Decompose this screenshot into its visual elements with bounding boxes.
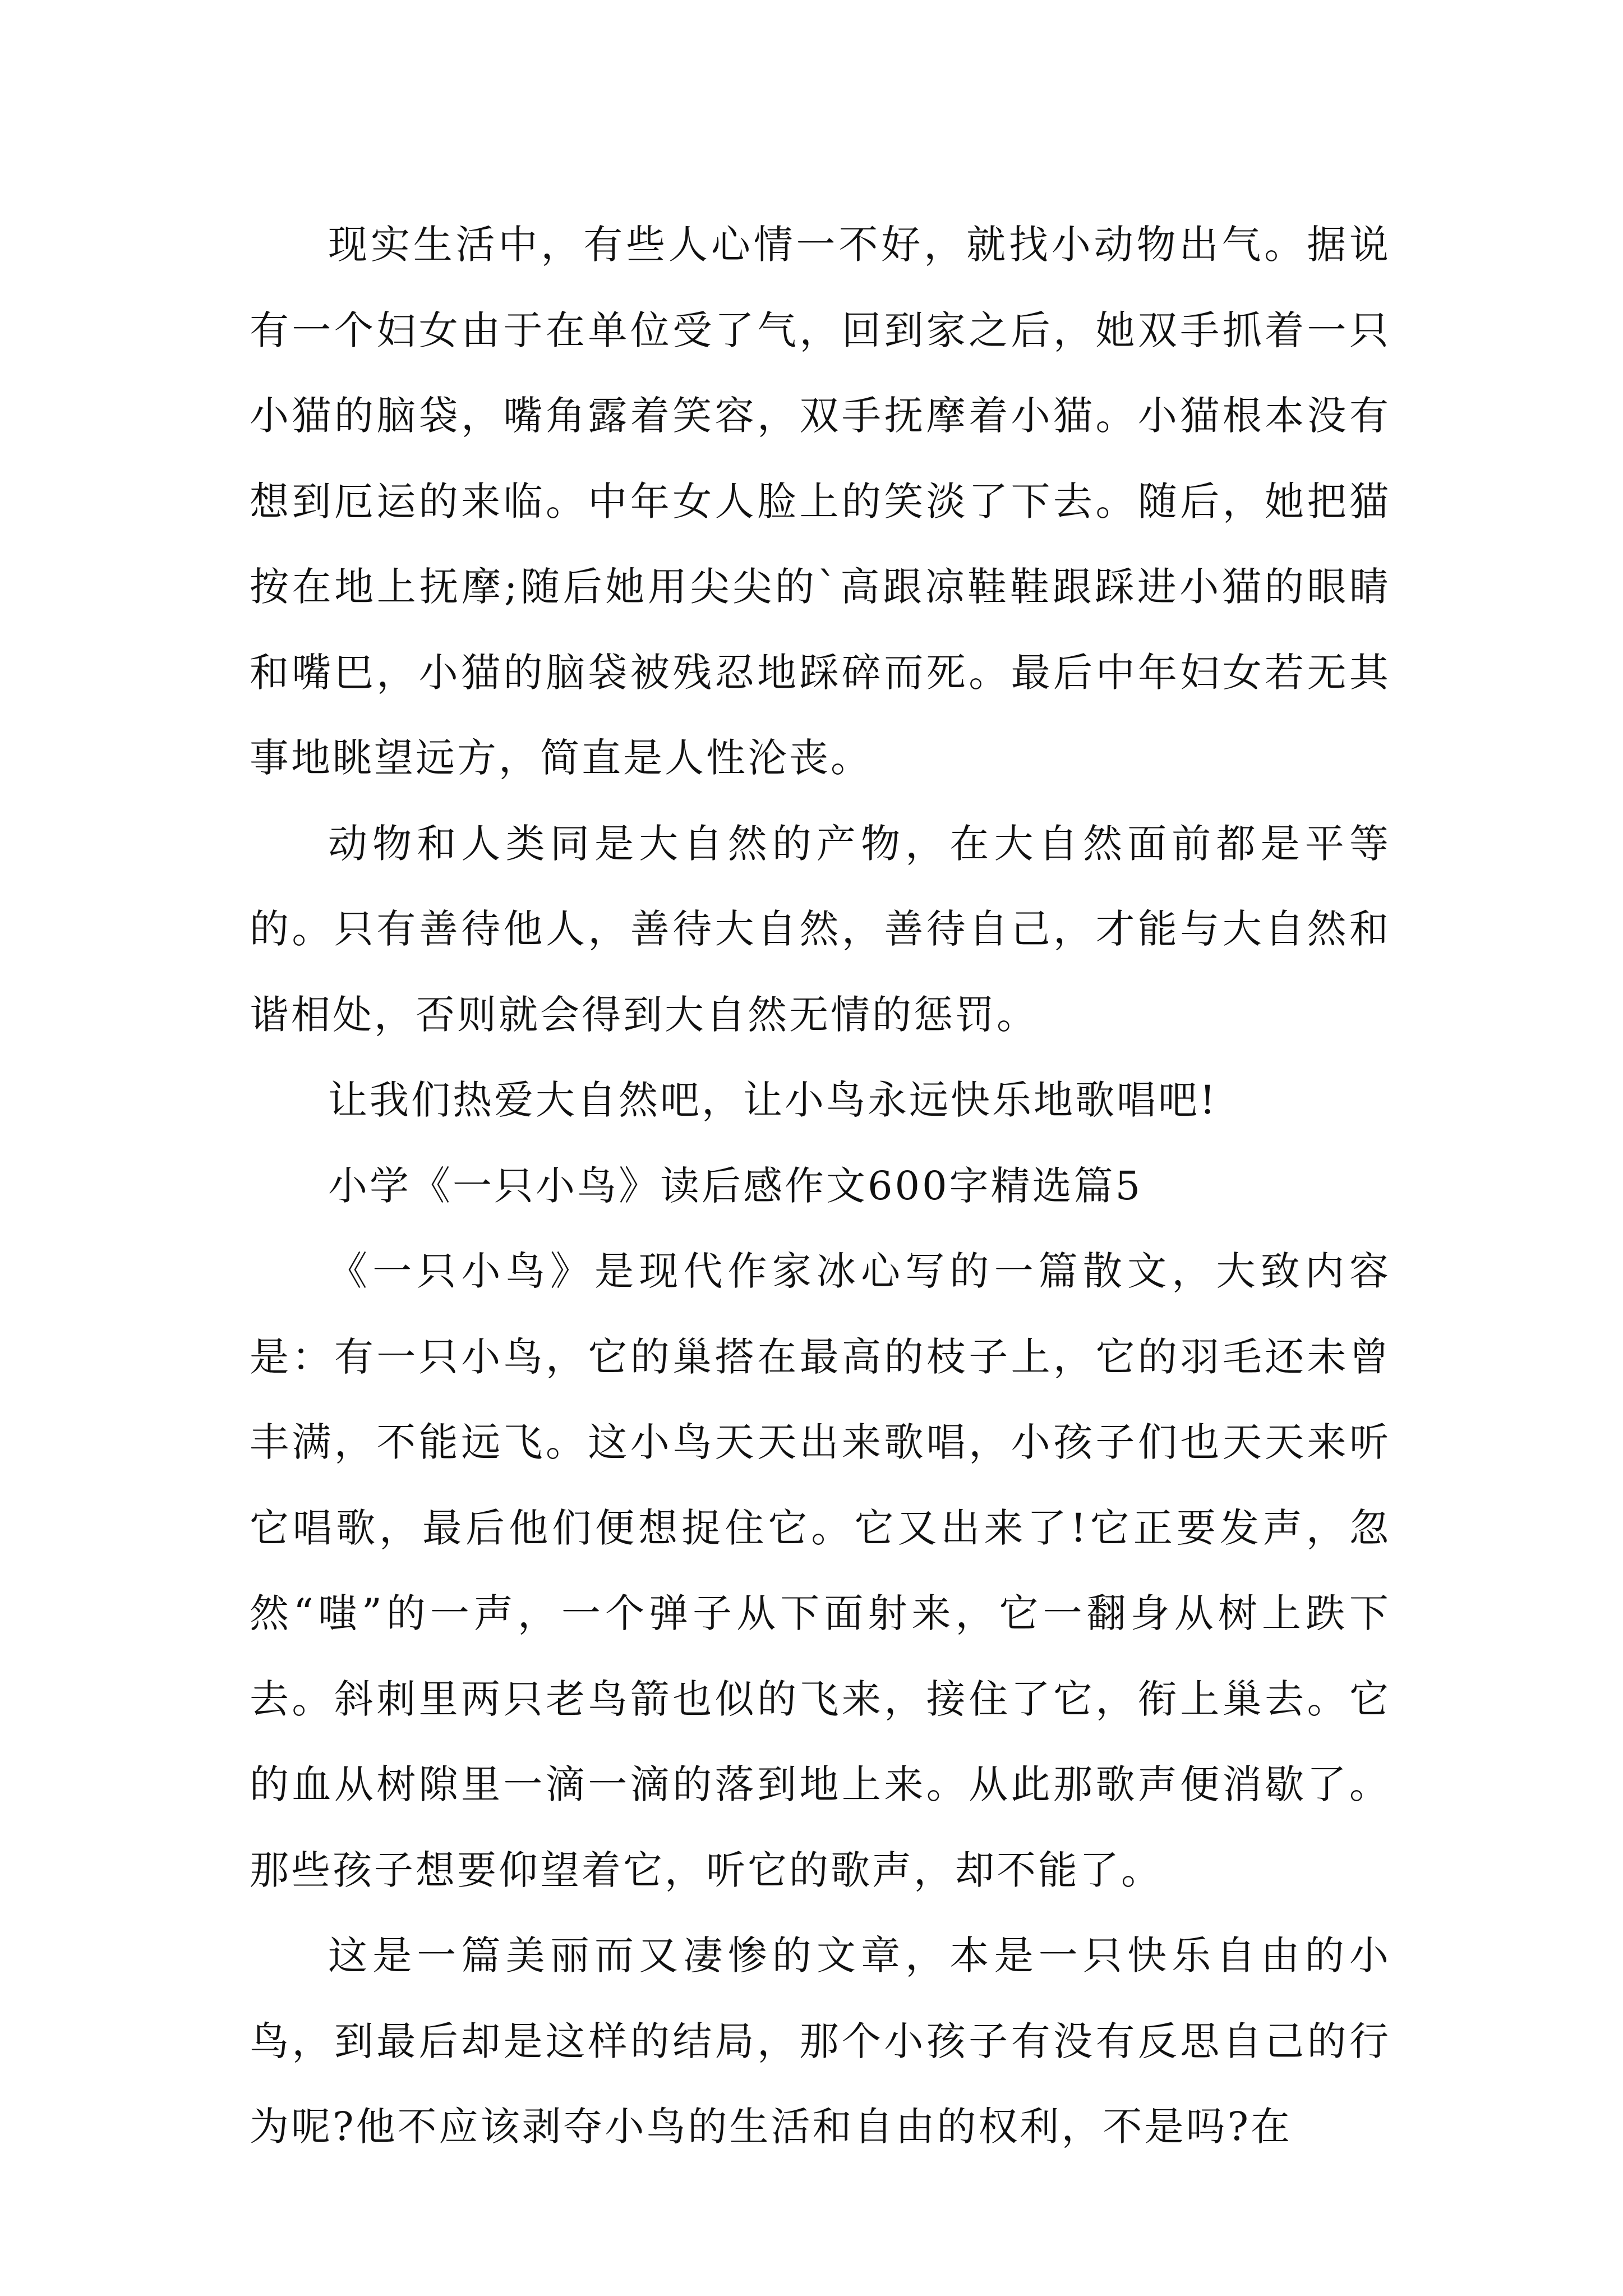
article-body (250, 202, 1391, 2170)
section-heading: 小学《一只小鸟》读后感作文600字精选篇5 (328, 1162, 1143, 1209)
paragraph-nature-equality: 动物和人类同是大自然的产物，在大自然面前都是平等的。只有善待他人，善待大自然，善待自己，才能与大自然和谐相处，否则就会得到大自然无情的惩罚。 (250, 820, 1391, 1038)
paragraph-cat-abuse: 现实生活中，有些人心情一不好，就找小动物出气。据说有一个妇女由于在单位受了气，回到家之后，她双手抓着一只小猫的脑袋，嘴角露着笑容，双手抚摩着小猫。小猫根本没有想到厄运的来临。中年女人脸上的笑淡了下去。随后，她把猫按在地上抚摩;随后她用尖尖的`高跟凉鞋鞋跟踩进小猫的眼睛和嘴巴，小猫的脑袋被残忍地踩碎而死。最后中年妇女若无其事地眺望远方，简直是人性沦丧。 (250, 222, 1391, 781)
paragraph-love-nature: 让我们热爱大自然吧，让小鸟永远快乐地歌唱吧! (328, 1077, 1218, 1123)
paragraph-story-summary: 《一只小鸟》是现代作家冰心写的一篇散文，大致内容是：有一只小鸟，它的巢搭在最高的枝子上，它的羽毛还未曾丰满，不能远飞。这小鸟天天出来歌唱，小孩子们也天天来听它唱歌，最后他们便想捉住它。它又出来了!它正要发声，忽然“嗤”的一声，一个弹子从下面射来，它一翻身从树上跌下去。斜刺里两只老鸟箭也似的飞来，接住了它，衔上巢去。它的血从树隙里一滴一滴的落到地上来。从此那歌声便消歇了。那些孩子想要仰望着它，听它的歌声，却不能了。 (250, 1248, 1391, 1893)
paragraph-reflection: 这是一篇美丽而又凄惨的文章，本是一只快乐自由的小鸟，到最后却是这样的结局，那个小孩子有没有反思自己的行为呢?他不应该剥夺小鸟的生活和自由的权利，不是吗?在 (250, 1932, 1391, 2150)
